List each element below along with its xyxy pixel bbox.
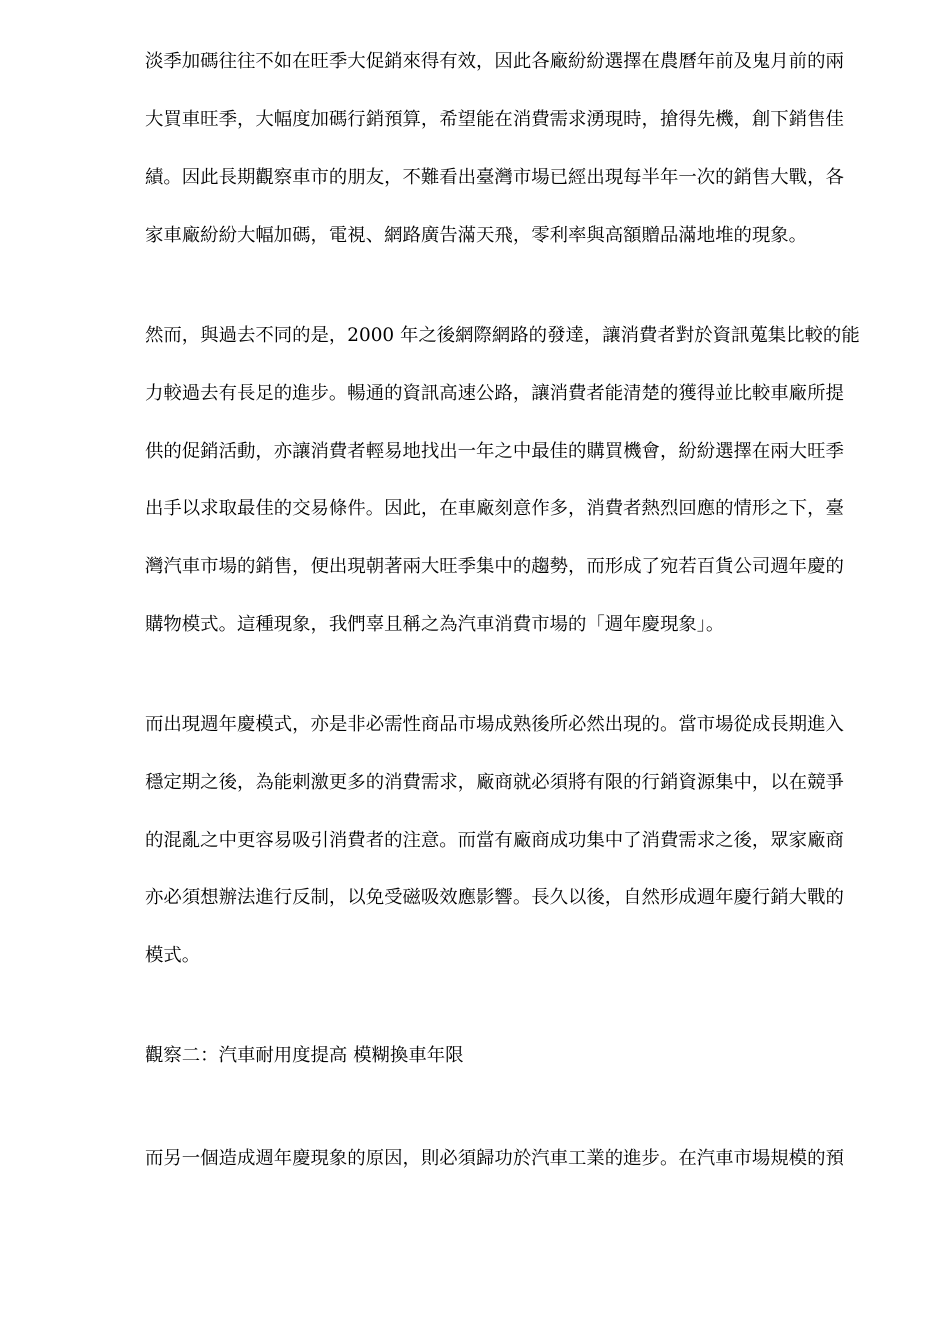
paragraph-2-line-3: 供的促銷活動，亦讓消費者輕易地找出一年之中最佳的購買機會，紛紛選擇在兩大旺季 <box>145 441 844 462</box>
paragraph-1-line-4: 家車廠紛紛大幅加碼，電視、網路廣告滿天飛，零利率與高額贈品滿地堆的現象。 <box>145 225 808 246</box>
paragraph-3-line-3: 的混亂之中更容易吸引消費者的注意。而當有廠商成功集中了消費需求之後，眾家廠商 <box>145 830 844 851</box>
paragraph-1-line-2: 大買車旺季，大幅度加碼行銷預算，希望能在消費需求湧現時，搶得先機，創下銷售佳 <box>145 109 844 130</box>
paragraph-3-line-4: 亦必須想辦法進行反制，以免受磁吸效應影響。長久以後，自然形成週年慶行銷大戰的 <box>145 887 844 908</box>
paragraph-2-line-4: 出手以求取最佳的交易條件。因此，在車廠刻意作多，消費者熱烈回應的情形之下，臺 <box>145 498 844 519</box>
paragraph-1-line-1: 淡季加碼往往不如在旺季大促銷來得有效，因此各廠紛紛選擇在農曆年前及鬼月前的兩 <box>145 51 844 72</box>
paragraph-2-line-2: 力較過去有長足的進步。暢通的資訊高速公路，讓消費者能清楚的獲得並比較車廠所提 <box>145 383 844 404</box>
section-heading: 觀察二：汽車耐用度提高 模糊換車年限 <box>145 1045 464 1066</box>
paragraph-2-line-1: 然而，與過去不同的是，2000 年之後網際網路的發達，讓消費者對於資訊蒐集比較的能 <box>145 325 860 346</box>
paragraph-2-line-6: 購物模式。這種現象，我們辜且稱之為汽車消費市場的「週年慶現象」。 <box>145 614 725 635</box>
paragraph-1-line-3: 績。因此長期觀察車市的朋友，不難看出臺灣市場已經出現每半年一次的銷售大戰，各 <box>145 167 844 188</box>
paragraph-3-line-1: 而出現週年慶模式，亦是非必需性商品市場成熟後所必然出現的。當市場從成長期進入 <box>145 714 844 735</box>
paragraph-3-line-5: 模式。 <box>145 945 201 966</box>
paragraph-5-line-1: 而另一個造成週年慶現象的原因，則必須歸功於汽車工業的進步。在汽車市場規模的預 <box>145 1148 844 1169</box>
paragraph-3-line-2: 穩定期之後，為能刺激更多的消費需求，廠商就必須將有限的行銷資源集中，以在競爭 <box>145 772 844 793</box>
paragraph-2-line-5: 灣汽車市場的銷售，便出現朝著兩大旺季集中的趨勢，而形成了宛若百貨公司週年慶的 <box>145 556 844 577</box>
